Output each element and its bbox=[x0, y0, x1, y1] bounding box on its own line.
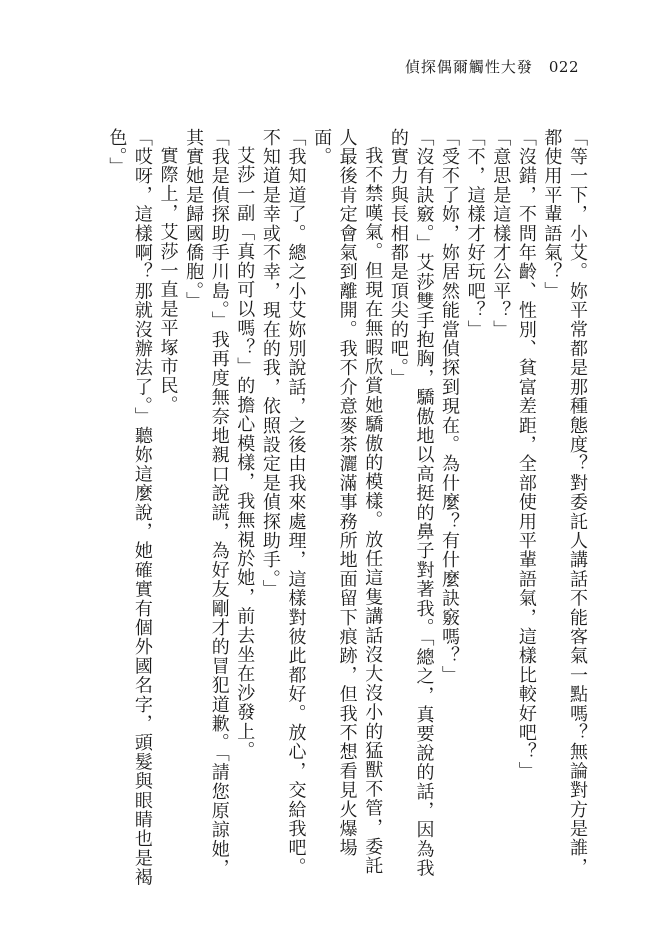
body-text bbox=[78, 128, 590, 888]
paragraph: 「我知道了。總之小艾妳別說話，之後由我來處理，這樣對彼此都好。放心，交給我吧。不知道是幸或不幸，現在的我，依照設定是偵探助手。」 bbox=[259, 128, 307, 877]
paragraph: 「我是偵探助手川島。」我再度無奈地親口說謊，為好友剛才的冒犯道歉。「請您原諒她，其實她是歸國僑胞。」 bbox=[183, 128, 230, 878]
paragraph: 我不禁嘆氣。但現在無暇欣賞她驕傲的模樣。放任這隻講話沒大沒小的猛獸不管，委託人最後肯定會氣到離開。我不介意麥茶灑滿事務所地面留下痕跡，但我不想看見火爆場面。 bbox=[311, 128, 384, 876]
paragraph: 艾莎一副「真的可以嗎？」的擔心模樣，我無視於她，前去坐在沙發上。 bbox=[234, 146, 256, 761]
paragraph: 「哎呀，這樣啊？那就沒辦法了。」聽妳這麼說，她確實有個外國名字，頭髮與眼睛也是褐色。」 bbox=[106, 128, 153, 887]
paragraph: 「不，這樣才好玩吧？」 bbox=[464, 128, 486, 340]
book-title: 偵探偶爾觸性大發 bbox=[404, 58, 533, 76]
paragraph: 「意思是這樣才公平？」 bbox=[490, 128, 512, 340]
running-header bbox=[405, 56, 579, 77]
paragraph: 「受不了妳，妳居然能當偵探到現在。為什麼？有什麼訣竅嗎？」 bbox=[439, 128, 461, 685]
paragraph: 「等一下，小艾。妳平常都是那種態度？對委託人講話不能客氣一點嗎？無論對方是誰，都使用平輩語氣？」 bbox=[541, 128, 588, 877]
paragraph: 「沒有訣竅。」艾莎雙手抱胸，驕傲地以高挺的鼻子對著我。「總之，真要說的話，因為我的實力與長相都是頂尖的吧。」 bbox=[387, 128, 435, 878]
page-number: 022 bbox=[548, 58, 579, 76]
paragraph: 「沒錯，不問年齡、性別、貧富差距，全部使用平輩語氣，這樣比較好吧？」 bbox=[515, 128, 537, 781]
paragraph: 實際上，艾莎一直是平塚市民。 bbox=[157, 146, 179, 415]
